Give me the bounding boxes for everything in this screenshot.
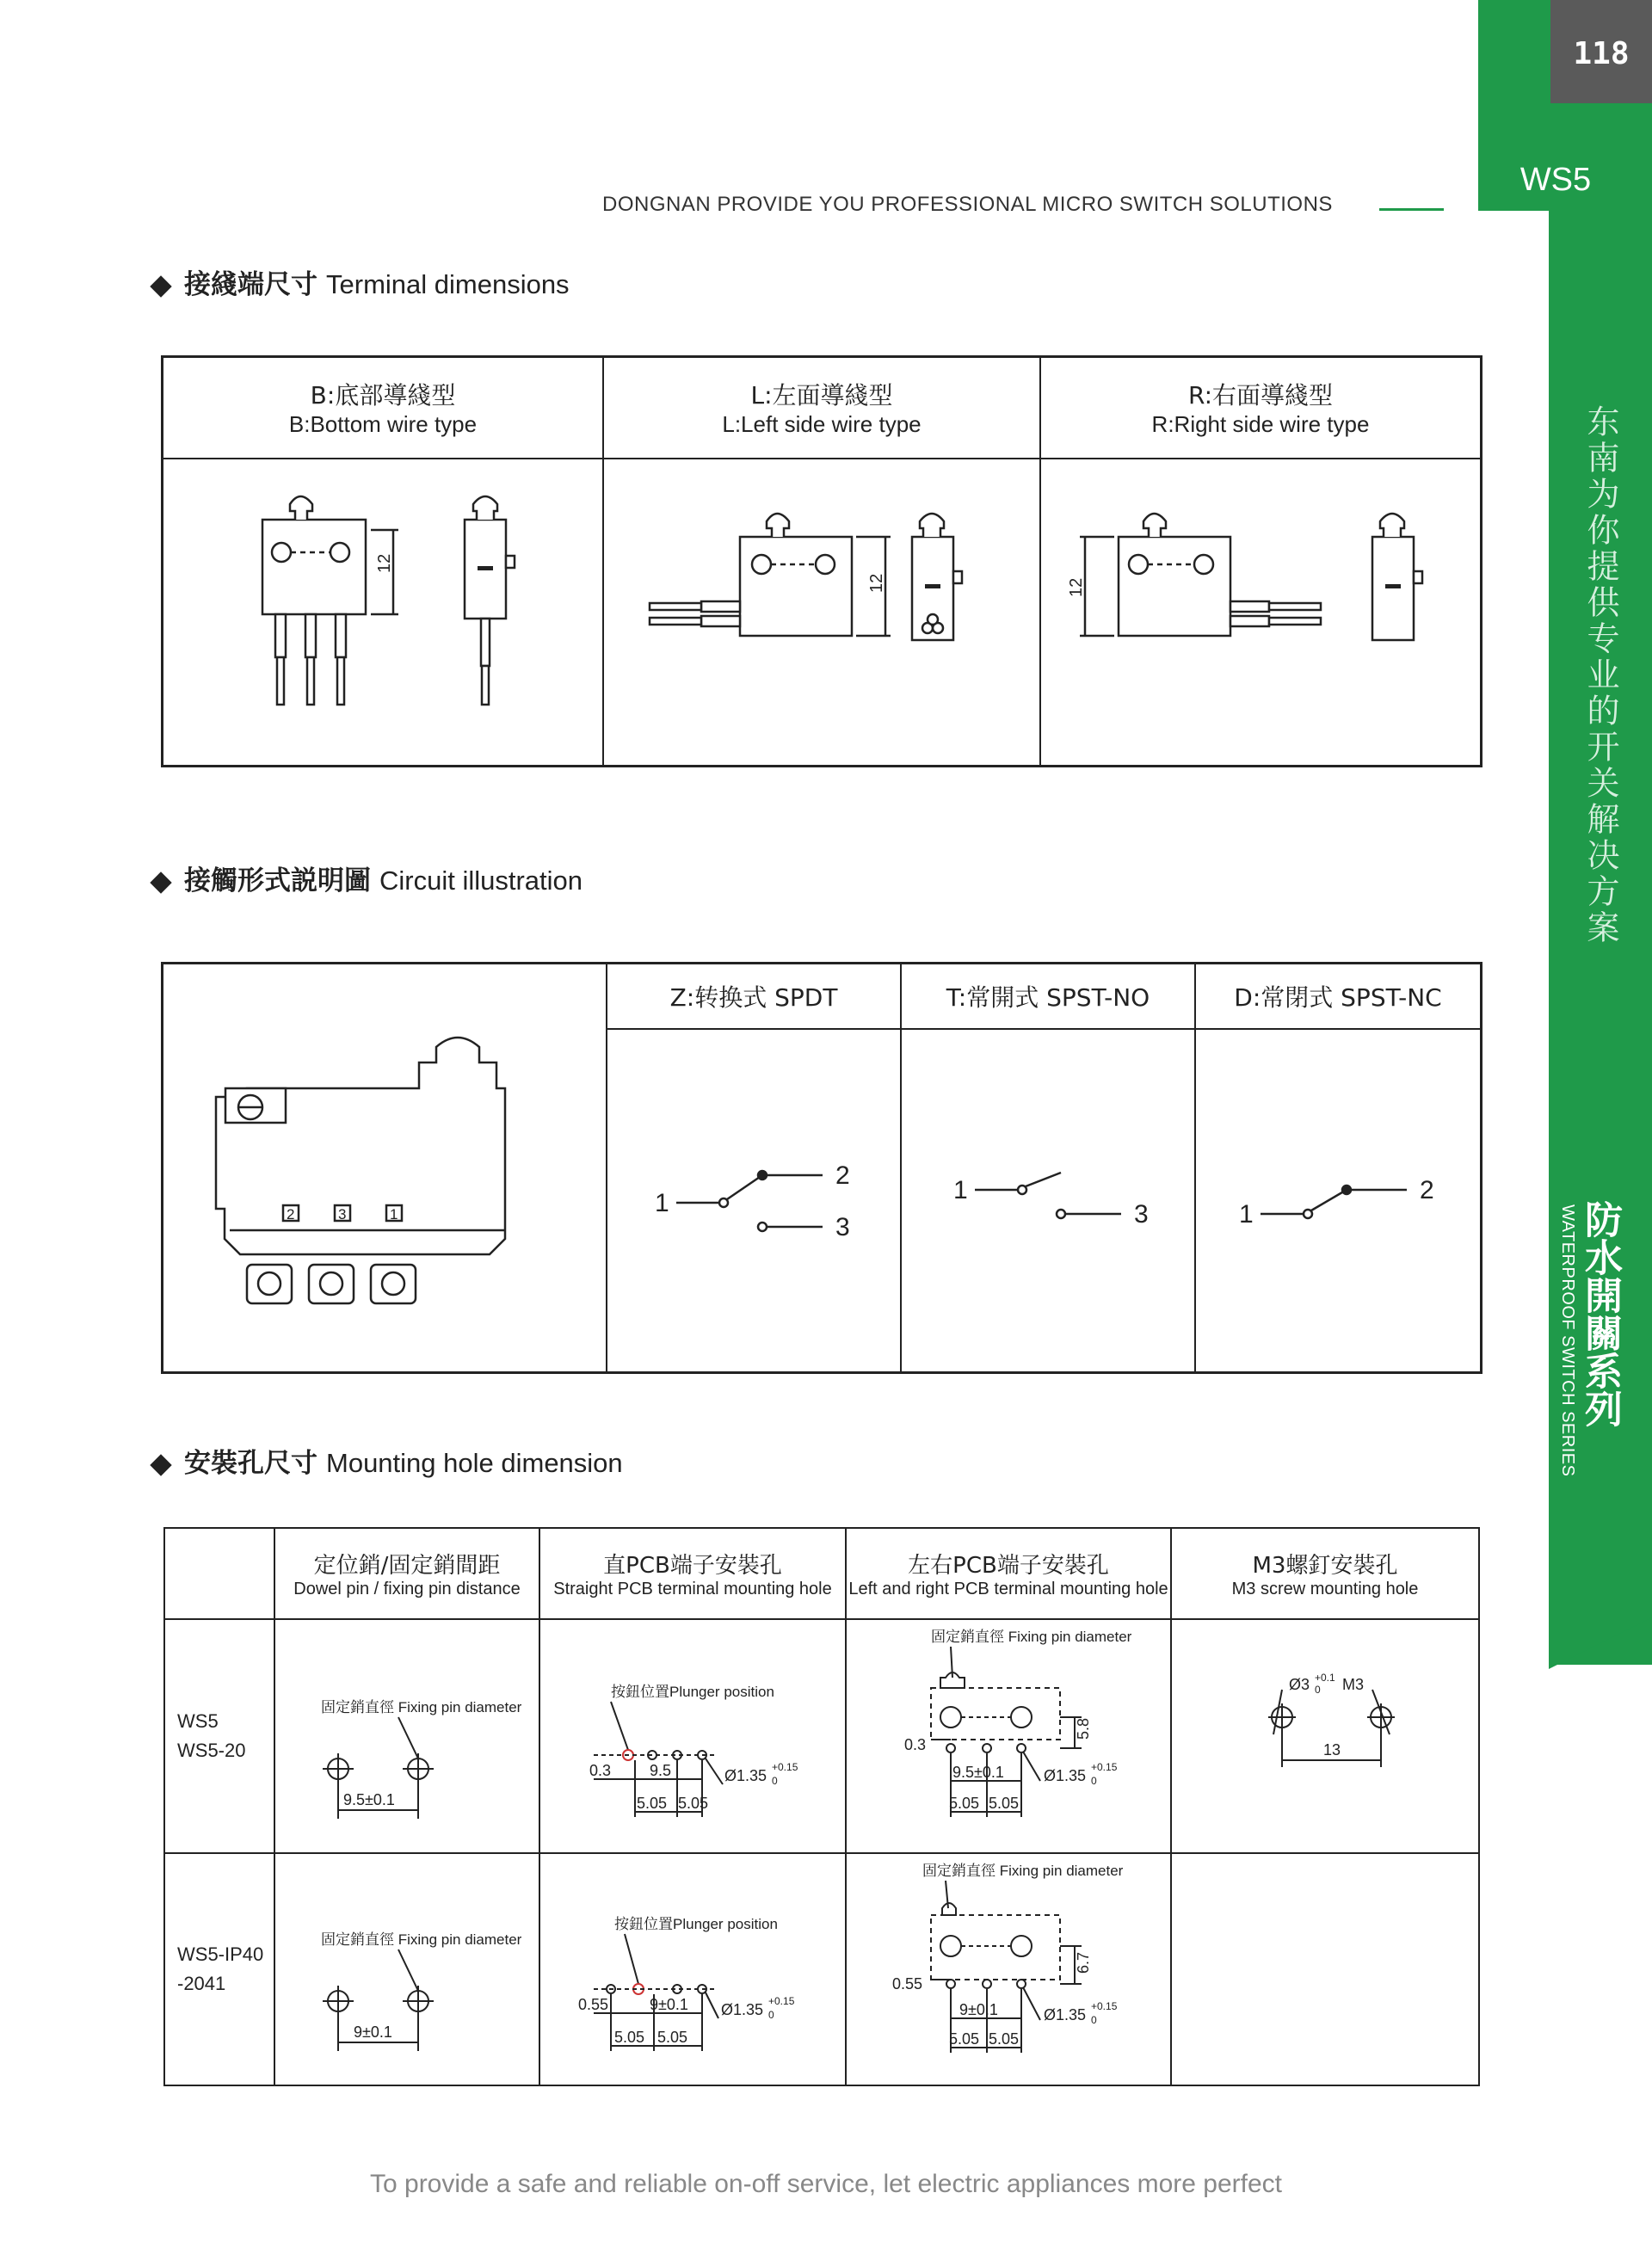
left-wire-switch-diagram	[607, 459, 1037, 761]
row-label-line: WS5-IP40	[177, 1943, 264, 1965]
terminal-label: 3	[338, 1206, 347, 1223]
section-title-cn: 接綫端尺寸	[184, 269, 317, 300]
col-title-cn: 直PCB端子安裝孔	[603, 1553, 782, 1579]
lr-pcb-ws5	[846, 1619, 1171, 1853]
circuit-table	[161, 962, 1482, 1374]
sub-pitch-value: 5.05	[949, 1794, 980, 1812]
section-title-cn: 安裝孔尺寸	[184, 1448, 317, 1479]
spdt-symbol	[612, 1031, 896, 1366]
side-slogan: 东南为你提供专业的开关解决方案	[1581, 404, 1619, 946]
hole-diameter: Ø1.35	[724, 1766, 767, 1784]
tagline: DONGNAN PROVIDE YOU PROFESSIONAL MICRO SWITCH SOLUTIONS	[602, 193, 1333, 216]
section-terminal-heading	[153, 262, 570, 301]
pitch-value: 9±0.1	[650, 1995, 688, 2013]
terminal-1: 1	[1239, 1199, 1254, 1229]
pitch-value: 9±0.1	[959, 2000, 998, 2018]
row-label-line: -2041	[177, 1973, 226, 1994]
tolerance-lower: 0	[772, 1774, 778, 1787]
fixing-pin-label: 固定銷直徑 Fixing pin diameter	[321, 1698, 522, 1715]
sub-pitch-value: 5.05	[637, 1794, 668, 1812]
fixing-pin-label: 固定銷直徑 Fixing pin diameter	[931, 1628, 1132, 1645]
col-title-cn: M3螺釘安裝孔	[1252, 1553, 1398, 1579]
terminal-2: 2	[835, 1161, 850, 1190]
circuit-spst-nc-diagram	[1195, 1029, 1482, 1373]
left-wire-drawing	[603, 459, 1040, 767]
circuit-spst-no-diagram	[901, 1029, 1195, 1373]
dim-height: 12	[1067, 577, 1086, 597]
terminal-label: 1	[390, 1206, 398, 1223]
section-title-en: Circuit illustration	[379, 865, 583, 896]
dim-height: 12	[375, 553, 394, 573]
circuit-switch-drawing	[163, 964, 607, 1373]
right-wire-switch-diagram	[1045, 459, 1476, 761]
diamond-bullet-icon	[150, 275, 171, 297]
pin-distance-value: 9±0.1	[354, 2023, 392, 2041]
lr-pcb-diagram	[849, 1855, 1168, 2080]
dim-height: 12	[867, 573, 886, 593]
offset-value: 0.3	[589, 1761, 612, 1779]
hole-diameter: Ø1.35	[721, 2000, 764, 2018]
pin-distance-diagram	[278, 1855, 536, 2080]
tolerance-upper: +0.15	[1091, 1760, 1118, 1773]
sub-pitch-value: 5.05	[989, 2030, 1020, 2048]
sub-pitch-value: 5.05	[678, 1794, 709, 1812]
m3-tolerance-upper: +0.1	[1315, 1671, 1335, 1684]
col-title-en: Straight PCB terminal mounting hole	[553, 1580, 832, 1598]
terminal-table	[161, 355, 1482, 767]
terminal-col-right	[1040, 357, 1482, 459]
pitch-value: 9.5	[650, 1761, 672, 1779]
circuit-spdt-diagram	[607, 1029, 901, 1373]
page-number: 118	[1573, 36, 1630, 71]
m3-tolerance-lower: 0	[1315, 1683, 1321, 1696]
mounting-col-straight-pcb	[539, 1528, 846, 1619]
pin-distance-ws5-ip40	[274, 1853, 539, 2085]
col-title-en: Left and right PCB terminal mounting hole	[848, 1580, 1168, 1598]
section-circuit-heading	[153, 859, 583, 897]
row-label-ws5-ip40	[164, 1853, 274, 2085]
bottom-wire-drawing	[163, 459, 604, 767]
tolerance-upper: +0.15	[1091, 1999, 1118, 2012]
sub-pitch-value: 5.05	[614, 2028, 645, 2046]
m3-screw-diagram	[1179, 1621, 1471, 1848]
fixing-pin-label: 固定銷直徑 Fixing pin diameter	[321, 1931, 522, 1948]
terminal-3: 3	[835, 1212, 850, 1241]
circuit-col-d: D:常閉式 SPST-NC	[1195, 964, 1482, 1029]
right-wire-drawing	[1040, 459, 1482, 767]
series-title-cn: 防水開關系列	[1578, 1200, 1622, 1427]
offset-value: 0.3	[904, 1735, 927, 1753]
terminal-3: 3	[1134, 1199, 1149, 1229]
row-label-line: WS5-20	[177, 1740, 246, 1761]
fixing-pin-label: 固定銷直徑 Fixing pin diameter	[922, 1862, 1124, 1879]
model-label: WS5	[1519, 162, 1592, 198]
tagline-rule	[1379, 208, 1444, 211]
hole-diameter: Ø1.35	[1044, 2005, 1087, 2023]
straight-pcb-diagram	[542, 1621, 843, 1848]
circuit-col-t: T:常開式 SPST-NO	[901, 964, 1195, 1029]
height-value: 6.7	[1075, 1951, 1092, 1974]
pitch-value: 9.5±0.1	[952, 1763, 1004, 1781]
sub-pitch-value: 5.05	[989, 1794, 1020, 1812]
terminal-label: 2	[287, 1206, 295, 1223]
terminal-2: 2	[1420, 1175, 1434, 1204]
series-title-en: WATERPROOF SWITCH SERIES	[1558, 1204, 1577, 1477]
offset-value: 0.55	[578, 1995, 609, 2013]
plunger-position-label: 按鈕位置Plunger position	[611, 1683, 774, 1700]
section-title-en: Terminal dimensions	[326, 269, 570, 299]
pin-distance-ws5	[274, 1619, 539, 1853]
straight-pcb-diagram	[542, 1855, 843, 2080]
tolerance-lower: 0	[768, 2008, 774, 2021]
row-label-ws5	[164, 1619, 274, 1853]
col-title-en: R:Right side wire type	[1151, 411, 1370, 438]
footer-slogan: To provide a safe and reliable on-off service, let electric appliances more perfect	[369, 2170, 1282, 2198]
col-title-en: Dowel pin / fixing pin distance	[293, 1580, 521, 1598]
terminal-1: 1	[953, 1175, 968, 1204]
col-title-cn: R:右面導綫型	[1187, 381, 1334, 410]
height-value: 5.8	[1075, 1717, 1092, 1740]
mounting-col-m3	[1171, 1528, 1479, 1619]
m3-ws5-ip40-empty	[1171, 1853, 1479, 2085]
m3-thread-label: M3	[1342, 1675, 1365, 1693]
hole-diameter: Ø1.35	[1044, 1766, 1087, 1784]
mounting-table	[163, 1527, 1480, 2086]
section-title-cn: 接觸形式説明圖	[184, 865, 371, 896]
offset-value: 0.55	[892, 1974, 923, 1993]
bottom-wire-switch-diagram	[168, 459, 598, 761]
section-title-en: Mounting hole dimension	[326, 1448, 623, 1478]
diamond-bullet-icon	[150, 872, 171, 893]
section-mounting-heading	[153, 1441, 623, 1480]
circuit-col-z: Z:转换式 SPDT	[607, 964, 901, 1029]
col-title-en: B:Bottom wire type	[288, 411, 478, 438]
pin-distance-diagram	[278, 1621, 536, 1848]
row-label-line: WS5	[177, 1710, 219, 1732]
col-title-cn: 左右PCB端子安裝孔	[908, 1553, 1109, 1579]
mounting-corner-cell	[164, 1528, 274, 1619]
straight-pcb-ws5-ip40	[539, 1853, 846, 2085]
lr-pcb-diagram	[849, 1621, 1168, 1848]
spst-no-symbol	[906, 1031, 1190, 1366]
col-title-en: M3 screw mounting hole	[1231, 1580, 1419, 1598]
m3-hole-diameter: Ø3	[1289, 1675, 1310, 1693]
mounting-col-pin-distance	[274, 1528, 539, 1619]
col-title-cn: 定位銷/固定銷間距	[313, 1553, 501, 1579]
mounting-col-lr-pcb	[846, 1528, 1171, 1619]
lr-pcb-ws5-ip40	[846, 1853, 1171, 2085]
col-title-en: L:Left side wire type	[722, 411, 922, 438]
side-band-tip	[1549, 1600, 1652, 1669]
m3-distance: 13	[1323, 1740, 1341, 1758]
pin-distance-value: 9.5±0.1	[343, 1790, 395, 1808]
plunger-position-label: 按鈕位置Plunger position	[614, 1915, 778, 1932]
tolerance-upper: +0.15	[772, 1760, 798, 1773]
sub-pitch-value: 5.05	[657, 2028, 688, 2046]
m3-ws5	[1171, 1619, 1479, 1853]
terminal-col-left	[603, 357, 1040, 459]
spst-nc-symbol	[1196, 1031, 1480, 1366]
straight-pcb-ws5	[539, 1619, 846, 1853]
terminal-col-bottom	[163, 357, 604, 459]
tolerance-lower: 0	[1091, 1774, 1097, 1787]
col-title-cn: L:左面導綫型	[750, 381, 893, 410]
col-title-cn: B:底部導綫型	[310, 381, 456, 410]
sub-pitch-value: 5.05	[949, 2030, 980, 2048]
switch-terminal-layout-diagram	[170, 968, 600, 1364]
terminal-1: 1	[655, 1188, 669, 1217]
tolerance-lower: 0	[1091, 2013, 1097, 2026]
tolerance-upper: +0.15	[768, 1994, 795, 2007]
diamond-bullet-icon	[150, 1454, 171, 1475]
